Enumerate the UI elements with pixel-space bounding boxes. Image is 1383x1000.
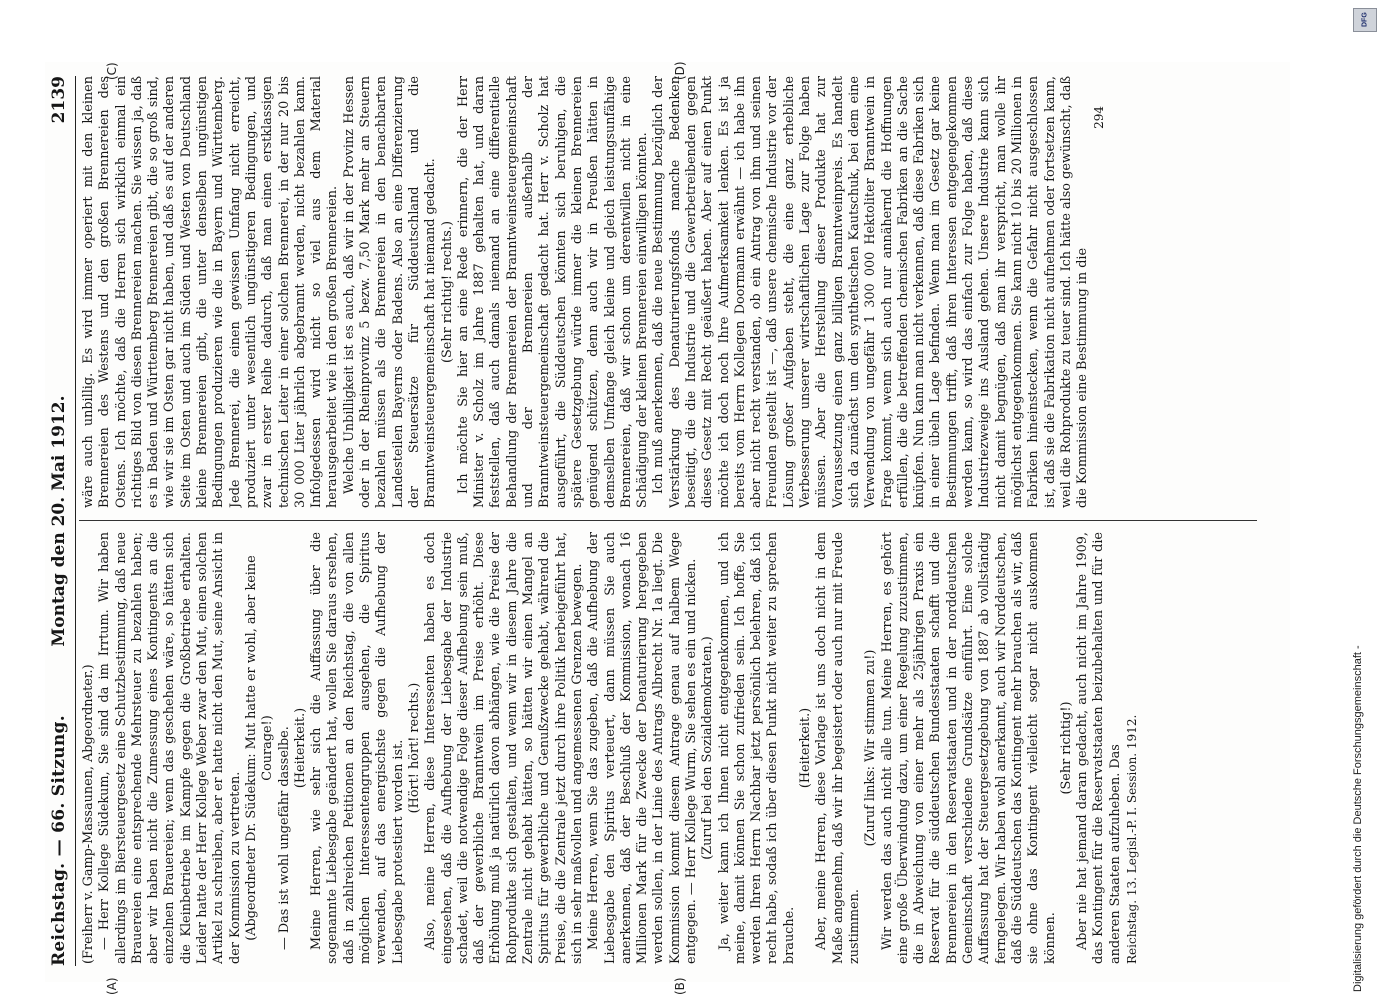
header-rule	[75, 76, 76, 966]
paragraph: Meine Herren, wie sehr sich die Auffassung über die sogenannte Liebesgabe geändert hat, wollen Sie daraus ersehen, daß in zahlreichen Petitionen an den Reichstag, die von allen möglichen Interessentengruppen ausgehen, die Spiritus verwenden, auf das energischste gegen die Aufhebung der Liebesgabe protestiert worden ist.	[309, 532, 406, 964]
paragraph: Ich möchte Sie hier an eine Rede erinnern, die der Herr Minister v. Scholz im Jahre 1887 gehalten hat, und daran feststellen, daß auch damals niemand an eine differentielle Behandlung der Brennereien der Branntweinsteuergemeinschaft und der Brennereien außerhalb der Branntweinsteuergemeinschaft gedacht hat. Herr v. Scholz hat ausgeführt, die Süddeutschen könnten sich beruhigen, die spätere Gesetzgebung würde immer die kleinen Brennereien genügend schützen, denn auch wir in Preußen hätten in demselben Umfange gleich kleine und gleich leistungsunfähige Brennereien, daß wir schon um derentwillen nicht in eine Schädigung der kleinen Brennereien einwilligen könnten.	[455, 76, 651, 508]
speaker-line: (Freiherr v. Gamp-Massaunen, Abgeordneter.)	[81, 664, 96, 964]
paragraph: — Herr Kollege Südekum, Sie sind da im Irrtum. Wir haben allerdings im Biersteuergesetz eine Schutzbestimmung, daß neue Brauereien eine entsprechende Mehrsteuer zu bezahlen haben; aber wir haben nicht die Zumessung eines Kontingents an die einzelnen Brauereien; wenn das geschehen wäre, so hätten sich die Kleinbetriebe im Kampfe gegen die Großbetriebe erhalten. Leider hatte der Herr Kollege Weber zwar den Mut, einen solchen Artikel zu schreiben, aber er hatte nicht den Mut, seine Ansicht in der Kommission zu vertreten.	[97, 532, 243, 964]
paragraph: Meine Herren, wenn Sie das zugeben, daß die Aufhebung der Liebesgabe den Spiritus verteuert, dann müssen Sie auch anerkennen, daß der Beschluß der Kommission, wonach 16 Millionen Mark für die Zwecke der Denaturierung hergegeben werden sollen, in der Linie des Antrags Albrecht Nr. 1a liegt. Die Kommission kommt diesem Antrage genau auf halbem Wege entgegen. — Herr Kollege Wurm, Sie sehen es ein und nicken.	[586, 532, 699, 964]
right-column	[81, 76, 1257, 508]
paragraph: Aber nie hat jemand daran gedacht, auch nicht im Jahre 1909, das Kontingent für die Reservatstaaten beizubehalten und für die anderen Staaten aufzuheben. Das	[1075, 532, 1123, 964]
dfg-logo-icon: DFG	[1353, 8, 1377, 32]
paragraph: — Das ist wohl ungefähr dasselbe.	[276, 726, 292, 950]
paragraph: Also, meine Herren, diese Interessenten haben es doch eingesehen, daß die Aufhebung der Liebesgabe der Industrie schadet, weil die notwendige Folge dieser Aufhebung sein muß, daß der gewerbliche Branntwein im Preise erhöht. Diese Erhöhung muß ja natürlich davon abhängen, wie die Preise der Rohprodukte sich gestalten, und wenn wir in diesem Jahre die Zentrale nicht gehabt hätten, so hätten wir einen Mangel an Spiritus für gewerbliche und Genußzwecke gehabt, während die Preise, die die Zentrale jetzt durch ihre Politik herbeigeführt hat, sich in sehr maßvollen und angemessenen Grenzen bewegen.	[423, 532, 585, 964]
paragraph: Ich muß anerkennen, daß die neue Bestimmung bezüglich der Verstärkung des Denaturierungsfonds manche Bedenken beseitigt, die die Industrie und die Gewerbetreibenden gegen dieses Gesetz mit Recht geäußert haben. Aber auf einen Punkt möchte ich doch noch Ihre Aufmerksamkeit lenken. Es ist ja bereits vom Herrn Kollegen Doormann erwähnt — ich habe ihn aber nicht recht verstanden, ob ein Antrag von ihm und seinen Freunden gestellt ist —, daß unsere chemische Industrie vor der Lösung großer Aufgaben steht, die eine ganz erhebliche Verbesserung unserer wirtschaftlichen Lage zur Folge haben müssen. Aber die Herstellung dieser Produkte hat zur Voraussetzung einen ganz billigen Branntweinpreis. Es handelt sich da zunächst um den synthetischen Kautschuk, bei dem eine Verwendung von ungefähr 1 300 000 Hektoliter Branntwein in Frage kommt, wenn sich auch nur annähernd die Hoffnungen erfüllen, die die betreffenden chemischen Fabriken an die Sache knüpfen. Nun kann man nicht verkennen, daß diese Fabriken sich in einer übeln Lage befinden. Wenn man im Gesetz gar keine Bestimmungen trifft, daß ihren Interessen entgegengekommen werden kann, so wird das einfach zur Folge haben, daß diese Industriezweige ins Ausland gehen. Unsere Industrie kann sich nicht damit begnügen, daß man ihr verspricht, man wolle ihr möglichst entgegenkommen. Sie kann nicht 10 bis 20 Millionen in Fabriken hineinstecken, wenn die Gefahr nicht ausgeschlossen ist, daß sie die Fabrikation nicht aufnehmen oder fortsetzen kann, weil die Rohprodukte zu teuer sind. Ich hätte also gewünscht, daß die Kommission eine Bestimmung in die	[651, 76, 1091, 508]
margin-mark-b: (B)	[673, 977, 687, 995]
signature-number: 294	[1092, 106, 1107, 129]
margin-mark-d: (D)	[673, 61, 687, 80]
interjection: (Hört! hört! rechts.)	[406, 682, 422, 814]
header-center-date: Montag den 20. Mai 1912.	[49, 395, 69, 647]
paragraph: wäre auch unbillig. Es wird immer operiert mit den kleinen Brennereien des Westens und den großen Brennereien des Ostens. Ich möchte, daß die Herren sich wirklich einmal ein richtiges Bild von diesen Brennereien machen. Sie wissen ja, daß es in Baden und Württemberg Brennereien gibt, die so groß sind, wie wir sie im Osten gar nicht haben, und daß es auf der anderen Seite im Osten und auch im Süden und Westen von Deutschland kleine Brennereien gibt, die unter denselben ungünstigen Bedingungen produzieren wie die in Bayern und Württemberg. Jede Brennerei, die einen gewissen Umfang nicht erreicht, produziert unter wesentlich ungünstigeren Bedingungen, und zwar in erster Reihe dadurch, daß man einen erstklassigen technischen Leiter in einer solchen Brennerei, in der nur 20 bis 30 000 Liter jährlich abgebrannt werden, nicht bezahlen kann. Infolgedessen wird nicht so viel aus dem Material herausgearbeitet wie in den großen Brennereien.	[81, 76, 341, 508]
interjection: (Sehr richtig!)	[1058, 701, 1074, 795]
paragraph: Ja, weiter kann ich Ihnen nicht entgegenkommen, und ich meine, damit können Sie schon zufrieden sein. Ich hoffe, Sie werden Ihren Herrn Nachbar jetzt persönlich belehren, daß ich recht habe, sodaß ich über diesen Punkt nicht weiter zu sprechen brauche.	[716, 532, 797, 964]
margin-mark-c: (C)	[105, 62, 119, 80]
document-page	[45, 61, 1290, 995]
paragraph: Welche Unbilligkeit ist es auch, daß wir in der Provinz Hessen oder in der Rheinprovinz 5 bezw. 7,50 Mark mehr an Steuern bezahlen müssen als die Brennereien in den benachbarten Landesteilen Bayerns oder Badens. Also an eine Differenzierung der Steuersätze für Süddeutschland und die Branntweinsteuergemeinschaft hat niemand gedacht.	[341, 76, 439, 508]
interjection: (Heiterkeit.)	[798, 707, 814, 789]
session-signature: Reichstag. 13. Legisl.-P. I. Session. 1912.	[1125, 714, 1139, 964]
interjection: (Zuruf links: Wir stimmen zu!)	[863, 649, 879, 847]
column-divider	[79, 520, 1257, 521]
interjection: (Heiterkeit.)	[292, 707, 308, 789]
interjection: (Abgeordneter Dr. Südekum: Mut hatte er wohl, aber keine Courage!)	[243, 555, 276, 941]
paragraph: Aber, meine Herren, diese Vorlage ist uns doch nicht in dem Maße angenehm, daß wir ihr begeistert oder auch nur mit Freude zustimmen.	[814, 532, 862, 964]
header-left: Reichstag. — 66. Sitzung.	[49, 715, 69, 966]
margin-mark-a: (A)	[105, 977, 119, 995]
digitization-credit: Digitalisierung gefördert durch die Deutsche Forschungsgemeinschaft -	[1352, 645, 1364, 992]
page-header	[45, 76, 73, 966]
header-page-number: 2139	[49, 76, 69, 124]
left-column	[81, 532, 1257, 964]
interjection: (Sehr richtig! rechts.)	[439, 221, 455, 363]
paragraph: Wir werden das auch nicht alle tun. Meine Herren, es gehört eine große Überwindung dazu, um einer Regelung zuzustimmen, die in Abweichung von einer mehr als 25jährigen Praxis ein Reservat für die süddeutschen Bundesstaaten schafft und die Brennereien in den Reservatstaaten und in der norddeutschen Gemeinschaft verschiedene Grundsätze einführt. Eine solche Auffassung hat der Steuergesetzgebung von 1887 ab vollständig ferngelegen. Wir haben wohl anerkannt, auch wir Norddeutschen, daß die Süddeutschen das Kontingent mehr brauchen als wir, daß sie ohne das Kontingent vielleicht sogar nicht auskommen können.	[879, 532, 1058, 964]
interjection: (Zuruf bei den Sozialdemokraten.)	[700, 636, 716, 860]
